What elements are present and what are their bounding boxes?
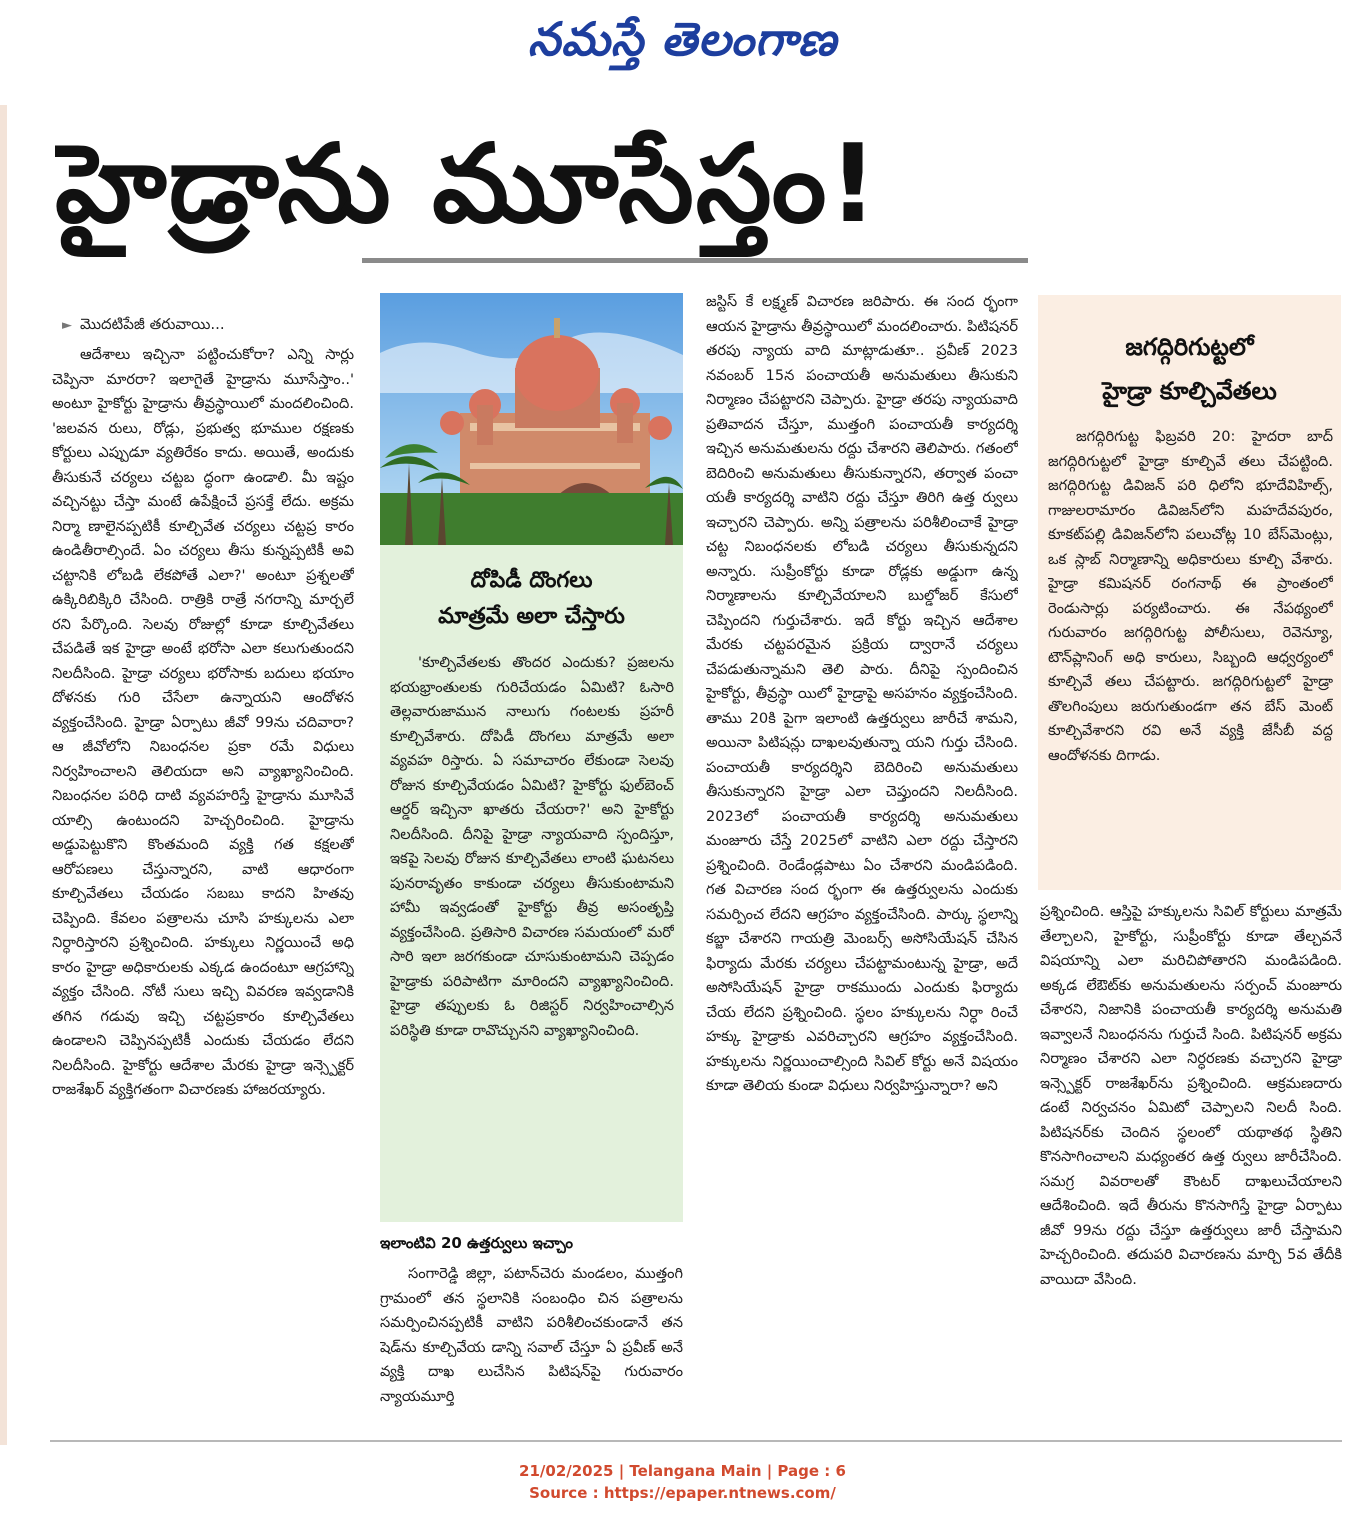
column-1-text: ఆదేశాలు ఇచ్చినా పట్టించుకోరా? ఎన్ని సార్లు చెప్పినా మారరా? ఇలాగైతే హైడ్రాను మూసేస్తాం..' అంటూ హైకోర్టు హైడ్రాను తీవ్రస్థాయిలో మందలించింది. 'జలవన రులు, రోడ్లు, ప్రభుత్వ భూముల రక్షణకు కోర్టులు ఎప్పుడూ వ్యతిరేకం కాదు. అయితే, అందుకు తీసుకునే చర్యలు చట్టబ ద్ధంగా ఉండాలి. మీ ఇష్టం వచ్చినట్టు చేస్తా మంటే ఉపేక్షించే ప్రసక్తే లేదు. అక్రమ నిర్మా ణాలైనప్పటికీ కూల్చివేత చర్యలు చట్టప్ర కారం ఉండితీరాల్సిందే. ఏం చర్యలు తీసు కున్నప్పటికీ అవి చట్టానికి లోబడి లేకపోతే ఎలా?' అంటూ ప్రశ్నలతో ఉక్కిరిబిక్కిరి చేసింది. రాత్రికి రాత్రే నగరాన్ని మార్చలే రని పేర్కొంది. సెలవు రోజుల్లో కూడా కూల్చివేతలు చేపడితే ఇక హైడ్రా అంటే భరోసా ఎలా కలుగుతుందని నిలదీసింది. హైడ్రా చర్యలు భరోసాకు బదులు భయాం దోళనకు గురి చేసేలా ఉన్నాయని ఆందోళన వ్యక్తంచేసింది. హైడ్రా ఏర్పాటు జీవో 99ను చదివారా? ఆ జీవోలోని నిబంధనల ప్రకా రమే విధులు నిర్వహించాలని తెలియదా అని వ్యాఖ్యానించింది. నిబంధనల పరిధి దాటి వ్యవహరిస్తే హైడ్రాను మూసివే యాల్సి ఉంటుందని హెచ్చరించింది. హైడ్రాను అడ్డుపెట్టుకొని కొంతమంది వ్యక్తి గత కక్షలతో ఆరోపణలు చేస్తున్నారని, వాటి ఆధారంగా కూల్చివేతలు చేయడం సబబు కాదని హితవు చెప్పింది. కేవలం పత్రాలను చూసి హక్కులను ఎలా నిర్ధారిస్తారని ప్రశ్నించింది. హక్కులు నిర్ణయించే అధి కారం హైడ్రా అధికారులకు ఎక్కడ ఉందంటూ ఆగ్రహాన్ని వ్యక్తం చేసింది. నోటీ సులు ఇచ్చి వివరణ ఇవ్వడానికి తగిన గడువు ఇచ్చి చట్టప్రకారం కూల్చివేతలు ఉండాలని చెప్పినప్పటికీ ఎందుకు చేయడం లేదని నిలదీసింది. హైకోర్టు ఆదేశాల మేరకు హైడ్రా ఇన్స్పెక్టర్ రాజశేఖర్ వ్యక్తిగతంగా విచారణకు హాజరయ్యారు.: [52, 346, 354, 1098]
subheading-20-orders: ఇలాంటివి 20 ఉత్తర్వులు ఇచ్చాం: [380, 1234, 573, 1252]
play-arrow-icon: ►: [62, 318, 72, 333]
bottom-divider: [50, 1440, 1342, 1442]
headline-underline-rule: [362, 258, 1028, 263]
article-column-3: [706, 290, 1018, 1425]
pullquote-heading: [380, 563, 683, 635]
article-column-2-continued: [380, 1262, 683, 1427]
footer-source-link[interactable]: Source : https://epaper.ntnews.com/: [529, 1484, 836, 1502]
article-column-2: [390, 651, 674, 1216]
article-column-1: [52, 343, 354, 1425]
high-court-photo: [380, 293, 683, 545]
sidebar-heading-line-2: హైడ్రా కూల్చివేతలు: [1102, 377, 1277, 405]
column-4-text: ప్రశ్నించింది. ఆస్తిపై హక్కులను సివిల్ కోర్టులు మాత్రమే తేల్చాలని, హైకోర్టు, సుప్రీంకోర్టు కూడా తేల్చవనే విషయాన్ని ఎలా మరిచిపోతారని మండిపడింది. అక్కడ లేఔట్‌కు అనుమతులను సర్పంచ్ మంజూరు చేశారని, నిజానికి పంచాయతీ కార్యదర్శి అనుమతి ఇవ్వాలనే నిబంధనను గుర్తుచే సింది. పిటిషనర్ అక్రమ నిర్మాణం చేశారని ఎలా నిర్ధరణకు వచ్చారని హైడ్రా ఇన్స్పెక్టర్ రాజశేఖర్‌ను ప్రశ్నించింది. ఆక్రమణదారు డంటే నిర్వచనం ఏమిటో చెప్పాలని నిలదీ సింది. పిటిషనర్‌కు చెందిన స్థలంలో యథాతథ స్థితిని కొనసాగించాలని మధ్యంతర ఉత్త ర్వులు జారీచేసింది. సమగ్ర వివరాలతో కౌంటర్ దాఖలుచేయాలని ఆదేశించింది. ఇదే తీరును కొనసాగిస్తే హైడ్రా ఏర్పాటు జీవో 99ను రద్దు చేస్తూ ఉత్తర్వులు జారీ చేస్తామని హెచ్చరించింది. తదుపరి విచారణను మార్చి 5వ తేదీకి వాయిదా వేసింది.: [1040, 903, 1342, 1288]
pullquote-heading-line-2: మాత్రమే అలా చేస్తారు: [438, 604, 625, 629]
column-2b-text: సంగారెడ్డి జిల్లా, పటాన్‌చెరు మండలం, ముత్తంగి గ్రామంలో తన స్థలానికి సంబంధిం చిన పత్రాలను సమర్పించినప్పటికీ వాటిని పరిశీలించకుండానే తన షెడ్‌ను కూల్చివేయ డాన్ని సవాల్ చేస్తూ ఏ ప్రవీణ్ అనే వ్యక్తి దాఖ లుచేసిన పిటిషన్‌పై గురువారం న్యాయమూర్తి: [380, 1265, 683, 1405]
newspaper-masthead-logo: నమస్తే తెలంగాణ: [527, 12, 838, 66]
pullquote-heading-line-1: దోపిడీ దొంగలు: [470, 568, 593, 593]
column-3-text: జస్టిస్ కే లక్ష్మణ్ విచారణ జరిపారు. ఈ సంద ర్భంగా ఆయన హైడ్రాను తీవ్రస్థాయిలో మందలించారు. పిటిషనర్ తరపు న్యాయ వాది మాట్లాడుతూ.. ప్రవీణ్ 2023 నవంబర్ 15న పంచాయతీ అనుమతులు తీసుకుని నిర్మాణం చేపట్టారని చెప్పారు. హైడ్రా తరపు న్యాయవాది ప్రతివాదన చేస్తూ, ముత్తంగి పంచాయతీ కార్యదర్శి ఇచ్చిన అనుమతులను రద్దు చేశారని తెలిపారు. గతంలో బెదిరించి అనుమతులు తీసుకున్నారని, తర్వాత పంచా యతీ కార్యదర్శి వాటిని రద్దు చేస్తూ తిరిగి ఉత్త ర్వులు ఇచ్చారని చెప్పారు. అన్ని పత్రాలను పరిశీలించాకే హైడ్రా చట్ట నిబంధనలకు లోబడి చర్యలు తీసుకున్నదని అన్నారు. సుప్రీంకోర్టు కూడా రోడ్లకు అడ్డుగా ఉన్న నిర్మాణాలను కూల్చివేయాలని బుల్డోజర్ కేసులో చెప్పిందని గుర్తుచేశారు. ఇదే కోర్టు ఇచ్చిన ఆదేశాల మేరకు చట్టపరమైన ప్రక్రియ ద్వారానే చర్యలు చేపడుతున్నామని తెలి పారు. దీనిపై స్పందించిన హైకోర్టు, తీవ్రస్థా యిలో హైడ్రాపై అసహనం వ్యక్తంచేసింది. తాము 20కి పైగా ఇలాంటి ఉత్తర్వులు జారీచే శామని, అయినా పిటిషన్లు దాఖలవుతున్నా యని గుర్తు చేసింది. పంచాయతీ కార్యదర్శిని బెదిరించి అనుమతులు తీసుకున్నారని హైడ్రా ఎలా చెప్తుందని నిలదీసింది. 2023లో పంచాయతీ కార్యదర్శి అనుమతులు మంజూరు చేస్తే 2025లో వాటిని ఎలా రద్దు చేస్తారని ప్రశ్నించింది. రెండేండ్లపాటు ఏం చేశారని మండిపడింది. గత విచారణ సంద ర్భంగా ఈ ఉత్తర్వులను ఎందుకు సమర్పించ లేదని ఆగ్రహం వ్యక్తంచేసింది. పార్కు స్థలాన్ని కబ్జా చేశారని గాయత్రి మెంబర్స్ అసోసియేషన్ చేసిన ఫిర్యాదు మేరకు చర్యలు చేపట్టామంటున్న హైడ్రా, అదే అసోసియేషన్ హైడ్రా రాకముందు ఎందుకు ఫిర్యాదు చేయ లేదని ప్రశ్నించింది. స్థలం హక్కులను నిర్ధా రించే హక్కు హైడ్రాకు ఎవరిచ్చారని ఆగ్రహం వ్యక్తంచేసింది. హక్కులను నిర్ణయించాల్సింది సివిల్ కోర్టు అనే విషయం కూడా తెలియ కుండా విధులు నిర్వహిస్తున్నారా? అని: [706, 293, 1018, 1094]
continued-kicker: [62, 312, 362, 336]
main-headline: హైడ్రాను మూసేస్తం!: [55, 122, 880, 247]
sidebar-heading: [1038, 325, 1341, 413]
left-margin-bar: [0, 105, 7, 1445]
sidebar-text: జగద్గిరిగుట్ట ఫిబ్రవరి 20: హైదరా బాద్ జగద్గిరిగుట్టలో హైడ్రా కూల్చివే తలు చేపట్టింది. జగద్గిరిగుట్ట డివిజన్ పరి ధిలోని భూదేవిహిల్స్, గాజులరామారం డివిజన్‌లోని మహదేవపురం, కూకట్‌పల్లి డివిజన్‌లోని పలుచోట్ల 10 బేస్‌మెంట్లు, ఒక స్లాబ్ నిర్మాణాన్ని అధికారులు కూల్చి వేశారు. హైడ్రా కమిషనర్ రంగనాథ్ ఈ ప్రాంతంలో రెండుసార్లు పర్యటించారు. ఈ నేపథ్యంలో గురువారం జగద్గిరిగుట్ట పోలీసులు, రెవెన్యూ, టౌన్‌ప్లానింగ్ అధి కారులు, సిబ్బంది ఆధ్వర్యంలో కూల్చివే తలు చేపట్టారు. జగద్గిరిగుట్టలో హైడ్రా తొలగింపులు జరుగుతుండగా తన బేస్ మెంట్ కూల్చివేశారని రవి అనే వ్యక్తి జేసీబీ వద్ద ఆందోళనకు దిగాడు.: [1048, 428, 1333, 764]
article-column-4: [1040, 900, 1342, 1427]
kicker-text: మొదటిపేజీ తరువాయి...: [80, 315, 225, 333]
footer-date-edition: 21/02/2025 | Telangana Main | Page : 6: [519, 1462, 846, 1480]
sidebar-heading-line-1: జగద్గిరిగుట్టలో: [1125, 333, 1254, 361]
sidebar-text-column: [1048, 425, 1333, 880]
column-2-text: 'కూల్చివేతలకు తొందర ఎందుకు? ప్రజలను భయభ్రాంతులకు గురిచేయడం ఏమిటి? ఓసారి తెల్లవారుజామున నాలుగు గంటలకు ప్రహరీ కూల్చివేశారు. దోపిడీ దొంగలు మాత్రమే అలా వ్యవహ రిస్తారు. ఏ సమాచారం లేకుండా సెలవు రోజున కూల్చివేయడం ఏమిటి? హైకోర్టు ఫుల్‌బెంచ్ ఆర్డర్ ఇచ్చినా ఖాతరు చేయరా?' అని హైకోర్టు నిలదీసింది. దీనిపై హైడ్రా న్యాయవాది స్పందిస్తూ, ఇకపై సెలవు రోజున కూల్చివేతలు లాంటి ఘటనలు పునరావృతం కాకుండా చర్యలు తీసుకుంటామని హామీ ఇవ్వడంతో హైకోర్టు తీవ్ర అసంతృప్తి వ్యక్తంచేసింది. ప్రతిసారి విచారణ సమయంలో మరో సారి ఇలా జరగకుండా చూసుకుంటామని చెప్పడం హైడ్రాకు పరిపాటిగా మారిందని వ్యాఖ్యానించింది. హైడ్రా తప్పులకు ఓ రిజిస్టర్ నిర్వహించాల్సిన పరిస్థితి కూడా రావొచ్చునని వ్యాఖ్యానించింది.: [390, 654, 674, 1039]
